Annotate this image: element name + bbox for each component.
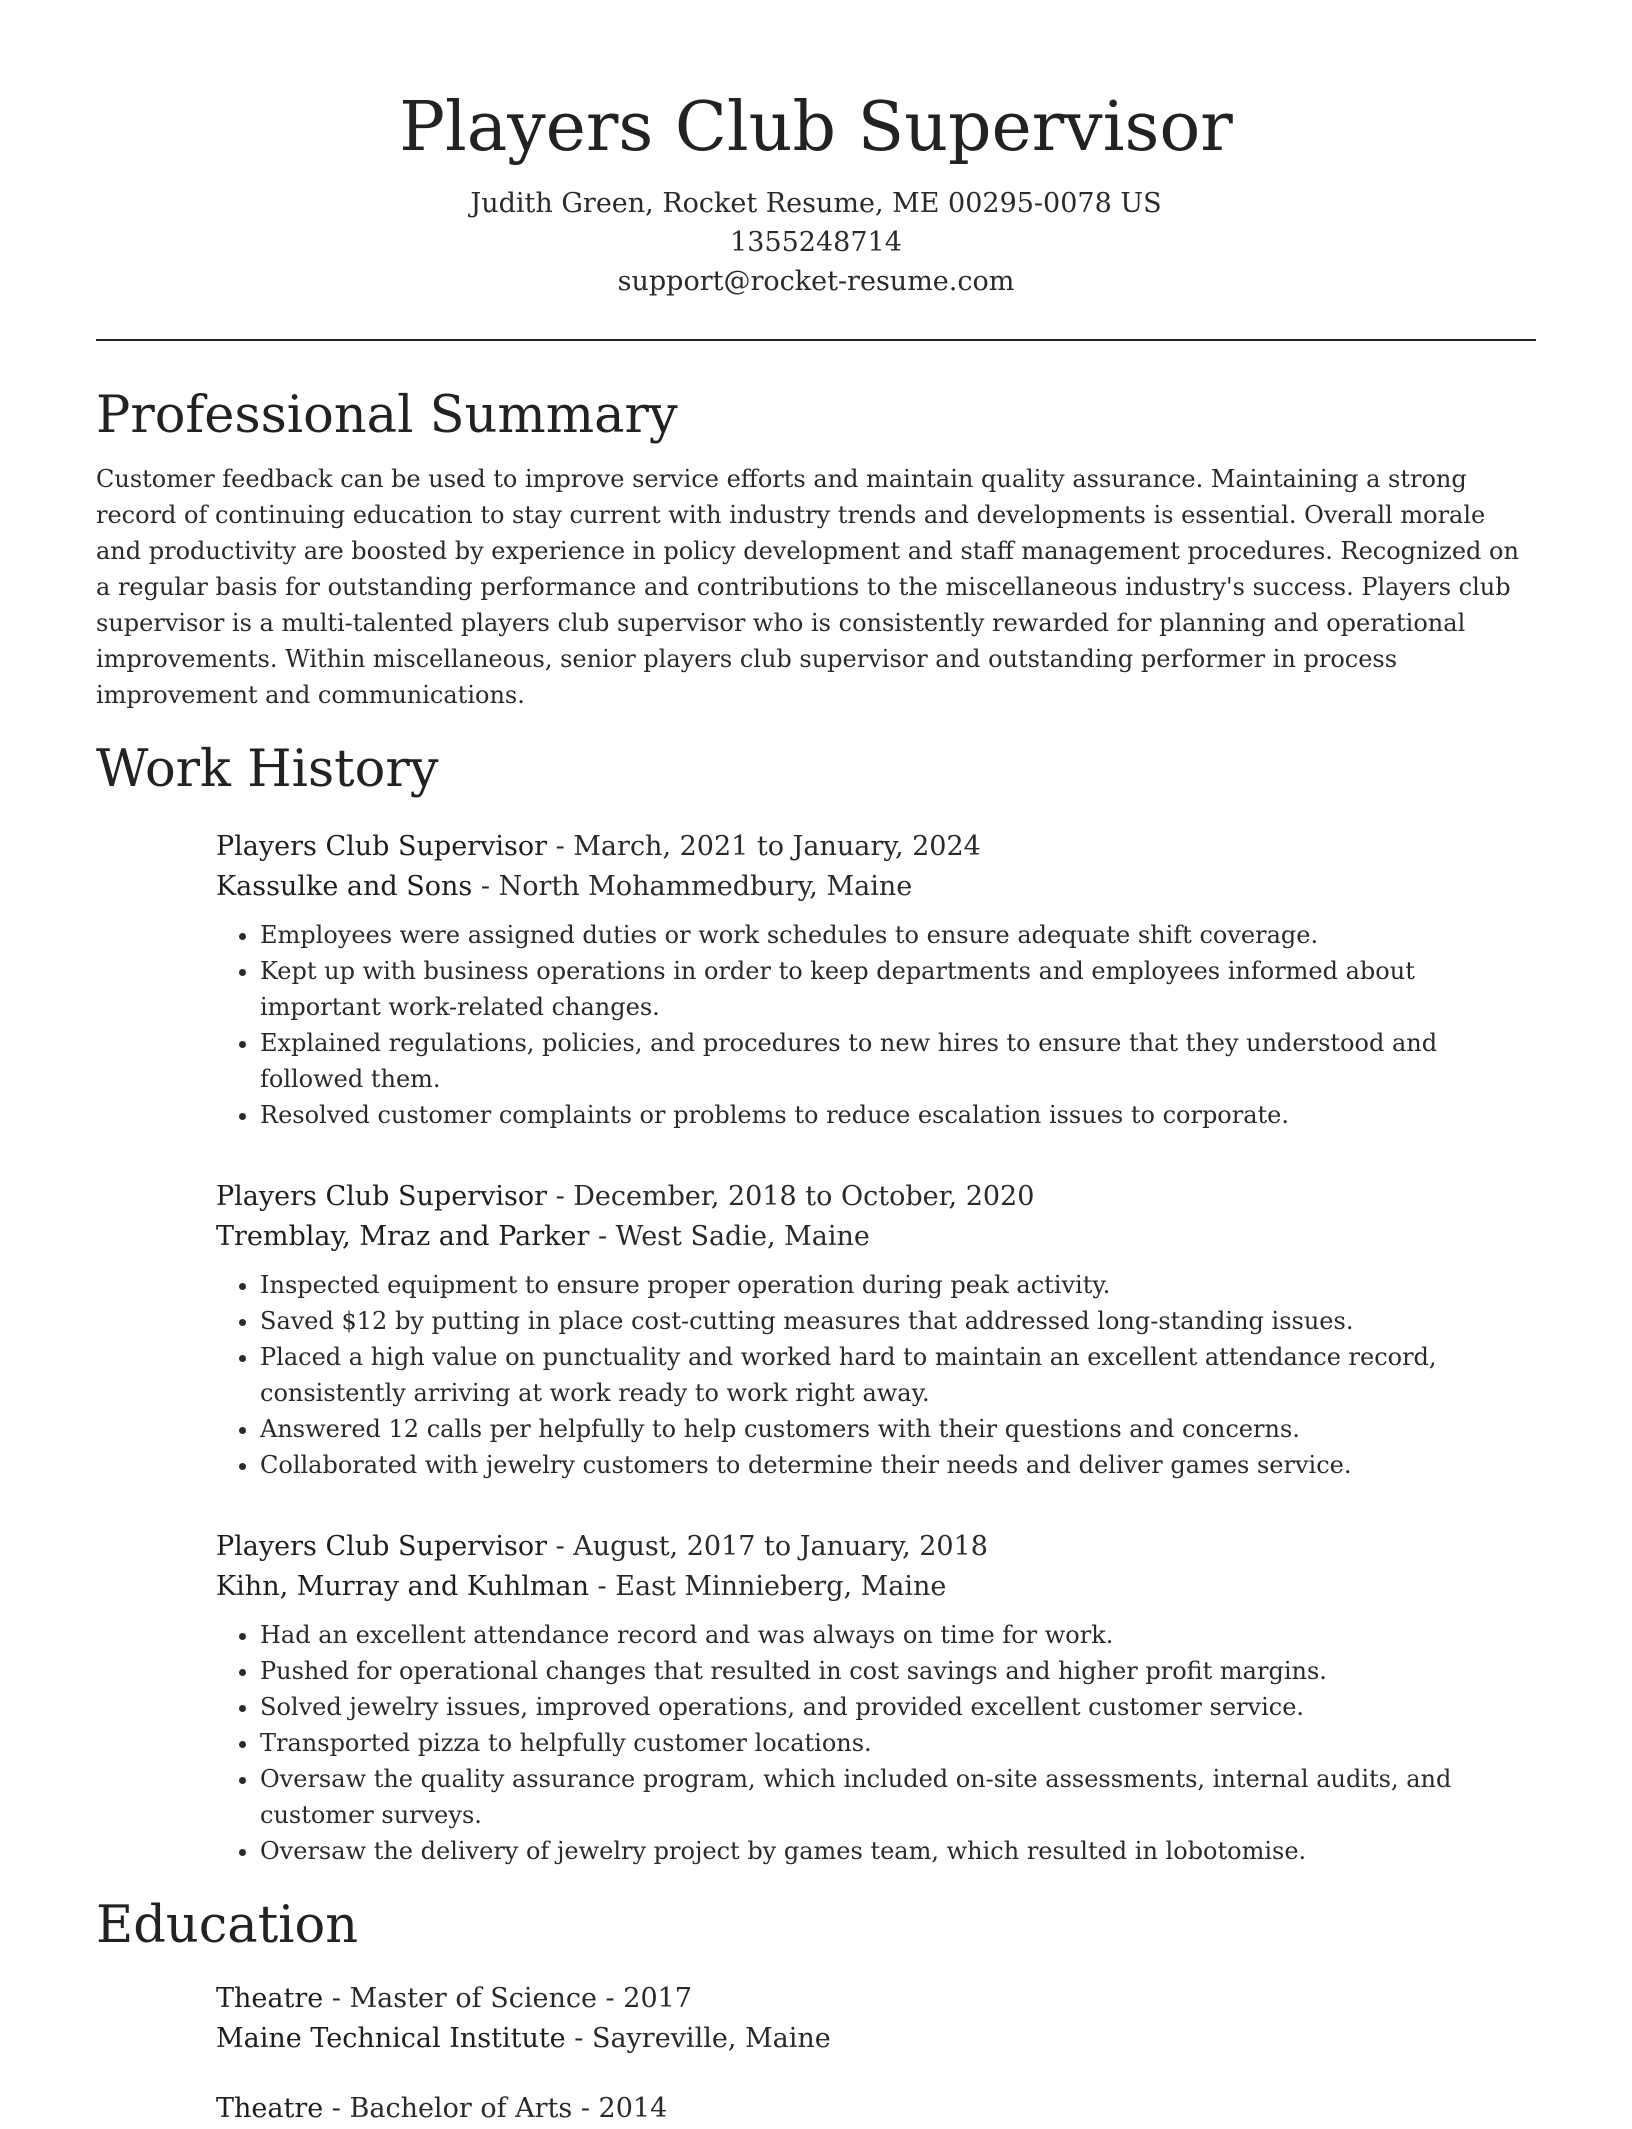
education-school: Maine Technical Institute <box>216 2023 566 2054</box>
list-item: • Had an excellent attendance record and was always on time for work. <box>260 1617 1536 1653</box>
job-bullets <box>216 917 1536 1133</box>
list-item: • Resolved customer complaints or problems to reduce escalation issues to corporate. <box>260 1097 1536 1133</box>
job-entry <box>216 1177 1536 1483</box>
job-entry <box>216 827 1536 1133</box>
job-company-line <box>216 1567 1536 1607</box>
education-degree: - Master of Science - 2017 <box>323 1983 692 2014</box>
job-dates: - March, 2021 to January, 2024 <box>547 831 981 862</box>
education-degree-line <box>216 1979 1536 2019</box>
job-location: - North Mohammedbury, Maine <box>472 871 913 902</box>
education-section <box>96 1891 1536 2129</box>
list-item: • Inspected equipment to ensure proper operation during peak activity. <box>260 1267 1536 1303</box>
summary-heading: Professional Summary <box>96 386 678 445</box>
list-item: • Saved $12 by putting in place cost-cutting measures that addressed long-standing issues. <box>260 1303 1536 1339</box>
job-title-line <box>216 1177 1536 1217</box>
header-divider <box>96 339 1536 341</box>
page-title: Players Club Supervisor <box>399 88 1233 167</box>
job-bullets <box>216 1267 1536 1483</box>
list-item: • Explained regulations, policies, and procedures to new hires to ensure that they understood and followed them. <box>260 1025 1536 1097</box>
list-item: • Oversaw the quality assurance program, which included on-site assessments, internal audits, and customer surveys. <box>260 1761 1536 1833</box>
list-item: • Answered 12 calls per helpfully to help customers with their questions and concerns. <box>260 1411 1536 1447</box>
education-heading: Education <box>96 1896 359 1955</box>
education-school-line <box>216 2019 1536 2059</box>
job-location: - West Sadie, Maine <box>589 1221 870 1252</box>
contact-phone: 1355248714 <box>730 227 902 258</box>
summary-section <box>96 381 1536 713</box>
job-company-line <box>216 867 1536 907</box>
education-field: Theatre <box>216 2093 324 2124</box>
job-company: Kihn, Murray and Kuhlman <box>216 1571 589 1602</box>
job-title: Players Club Supervisor <box>216 1181 547 1212</box>
job-company: Tremblay, Mraz and Parker <box>216 1221 590 1252</box>
list-item: • Pushed for operational changes that resulted in cost savings and higher profit margins. <box>260 1653 1536 1689</box>
contact-address: Judith Green, Rocket Resume, ME 00295-0078 US <box>470 188 1162 219</box>
work-history-heading: Work History <box>96 740 439 799</box>
job-bullets <box>216 1617 1536 1869</box>
job-dates: - December, 2018 to October, 2020 <box>547 1181 1035 1212</box>
list-item: • Employees were assigned duties or work schedules to ensure adequate shift coverage. <box>260 917 1536 953</box>
job-company-line <box>216 1217 1536 1257</box>
list-item: • Oversaw the delivery of jewelry project by games team, which resulted in lobotomise. <box>260 1833 1536 1869</box>
resume-header <box>96 0 1536 301</box>
work-history-section <box>96 735 1536 1869</box>
job-entry <box>216 1527 1536 1869</box>
list-item: • Transported pizza to helpfully customer locations. <box>260 1725 1536 1761</box>
contact-email: support@rocket-resume.com <box>617 266 1015 297</box>
education-entry <box>216 1979 1536 2059</box>
education-location: - Sayreville, Maine <box>565 2023 831 2054</box>
education-entry <box>216 2089 1536 2129</box>
job-company: Kassulke and Sons <box>216 871 473 902</box>
job-title: Players Club Supervisor <box>216 1531 547 1562</box>
list-item: • Collaborated with jewelry customers to determine their needs and deliver games service. <box>260 1447 1536 1483</box>
list-item: • Placed a high value on punctuality and worked hard to maintain an excellent attendance record, consistently arriving at work ready to work right away. <box>260 1339 1536 1411</box>
summary-text: Customer feedback can be used to improve service efforts and maintain quality assurance. Maintaining a strong record of continuing education to stay current with industry trends and developments is essential. Overall morale and productivity are boosted by experience in policy development and staff management procedures. Recognized on a regular basis for outstanding performance and contributions to the miscellaneous industry's success. Players club supervisor is a multi-talented players club supervisor who is consistently rewarded for planning and operational improvements. Within miscellaneous, senior players club supervisor and outstanding performer in process improvement and communications. <box>96 465 1519 709</box>
job-title-line <box>216 827 1536 867</box>
job-dates: - August, 2017 to January, 2018 <box>547 1531 988 1562</box>
job-title: Players Club Supervisor <box>216 831 547 862</box>
job-location: - East Minnieberg, Maine <box>588 1571 947 1602</box>
list-item: • Kept up with business operations in order to keep departments and employees informed about important work-related changes. <box>260 953 1536 1025</box>
education-field: Theatre <box>216 1983 324 2014</box>
education-degree-line <box>216 2089 1536 2129</box>
education-degree: - Bachelor of Arts - 2014 <box>323 2093 668 2124</box>
list-item: • Solved jewelry issues, improved operations, and provided excellent customer service. <box>260 1689 1536 1725</box>
job-title-line <box>216 1527 1536 1567</box>
